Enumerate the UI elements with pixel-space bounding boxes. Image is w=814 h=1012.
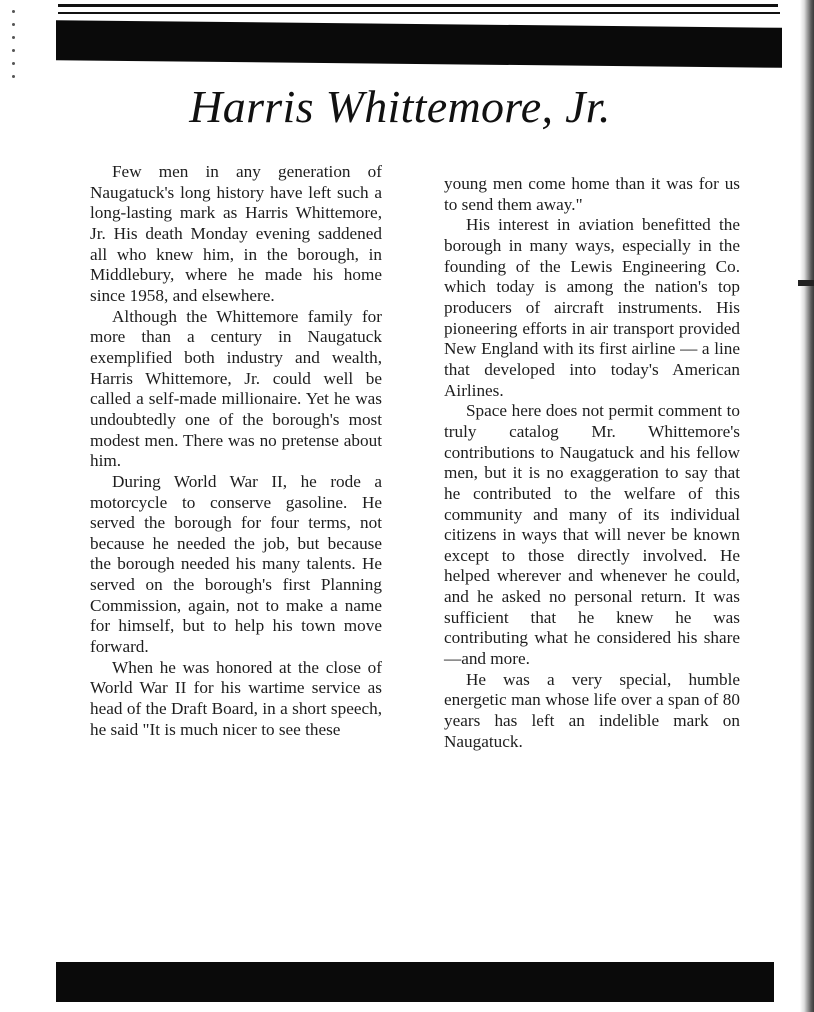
margin-dots <box>12 10 16 88</box>
scan-edge-mark <box>798 280 814 286</box>
paragraph: Few men in any generation of Naugatuck's long history have left such a long-lasting mark as Harris Whittemore, Jr. His death Monday evening saddened all who knew him, in the borough, in Middlebury, where he made his home since 1958, and elsewhere. <box>90 162 382 305</box>
scan-edge-shadow <box>800 0 814 1012</box>
top-black-bar <box>56 20 782 68</box>
paragraph-continuation: young men come home than it was for us to send them away." <box>444 174 740 214</box>
paragraph: Although the Whittemore family for more than a century in Naugatuck exemplified both industry and wealth, Harris Whittemore, Jr. could well be called a self-made millionaire. Yet he was undoubtedly one of the borough's most modest men. There was no pretense about him. <box>90 306 382 471</box>
paragraph: During World War II, he rode a motorcycle to conserve gasoline. He served the borough for four terms, not because he needed the job, but because the borough needed his many talents. He served on the borough's first Planning Commission, again, not to make a name for himself, but to help his town move forward. <box>90 471 382 657</box>
top-rule-thin-2 <box>58 12 780 14</box>
paragraph: When he was honored at the close of World War II for his wartime service as head of the Draft Board, in a short speech, he said "It is much nicer to see these <box>90 657 382 739</box>
paragraph: His interest in aviation benefitted the borough in many ways, especially in the founding of the Lewis Engineering Co. which today is among the nation's top producers of aircraft instruments. His pioneering efforts in air transport provided New England with its first airline — a line that developed into today's American Airlines. <box>444 215 740 400</box>
paragraph: He was a very special, humble energetic man whose life over a span of 80 years has left an indelible mark on Naugatuck. <box>444 669 740 751</box>
top-rule-thin <box>58 4 778 7</box>
headline: Harris Whittemore, Jr. <box>189 81 611 132</box>
bottom-black-bar <box>56 962 774 1002</box>
article-column-right <box>444 174 740 752</box>
article-column-left <box>90 162 382 740</box>
paragraph: Space here does not permit comment to truly catalog Mr. Whittemore's contributions to Naugatuck and his fellow men, but it is no exaggeration to say that he contributed to the welfare of this community and many of its individual citizens in ways that will never be known except to those directly involved. He helped wherever and whenever he could, and he asked no personal return. It was sufficient that he knew he was contributing what he considered his share—and more. <box>444 401 740 669</box>
